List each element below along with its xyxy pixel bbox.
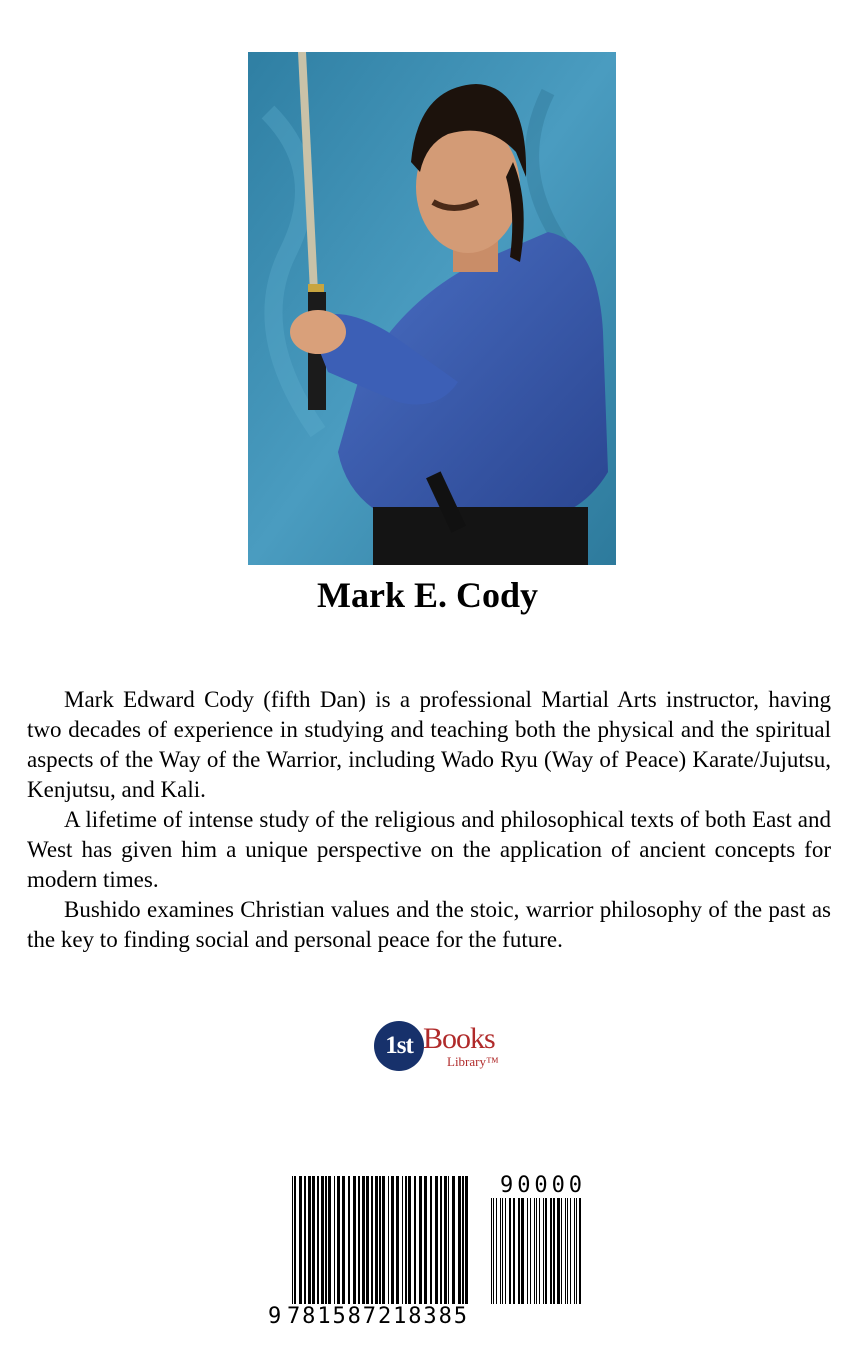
- barcode-bar: [388, 1176, 389, 1304]
- barcode-bar: [521, 1198, 524, 1304]
- bio-paragraph: A lifetime of intense study of the religious and philosophical texts of both East and West has given him a unique perspective on the application of ancient concepts for modern times.: [27, 807, 831, 892]
- barcode-bar: [505, 1198, 506, 1304]
- author-portrait-image: [248, 52, 616, 565]
- barcode-bar: [539, 1198, 540, 1304]
- barcode-bar: [557, 1198, 560, 1304]
- bio-paragraph: Mark Edward Cody (fifth Dan) is a professional Martial Arts instructor, having two decades of experience in studying and teaching both the physical and the spiritual aspects of the Way of the Warrior, including Wado Ryu (Way of Peace) Karate/Jujutsu, Kenjutsu, and Kali.: [27, 687, 831, 802]
- publisher-logo: [374, 1020, 514, 1076]
- barcode-bar: [337, 1176, 340, 1304]
- barcode-bar: [358, 1176, 360, 1304]
- barcode-bar: [396, 1176, 399, 1304]
- barcode-bar: [342, 1176, 345, 1304]
- barcode-bar: [527, 1198, 528, 1304]
- barcode-bar: [382, 1176, 385, 1304]
- barcode-graphic: [266, 1168, 590, 1328]
- barcode-bar: [366, 1176, 369, 1304]
- publisher-sub: Library™: [447, 1054, 499, 1069]
- author-name: Mark E. Cody: [316, 575, 538, 615]
- barcode-bar: [576, 1198, 577, 1304]
- barcode-bar: [371, 1176, 373, 1304]
- barcode-bar: [452, 1176, 455, 1304]
- barcode-bar: [408, 1176, 411, 1304]
- barcode-bar: [530, 1198, 531, 1304]
- barcode-bar: [292, 1176, 293, 1304]
- barcode-bar: [424, 1176, 427, 1304]
- barcode-bar: [574, 1198, 575, 1304]
- publisher-mark: 1st: [385, 1032, 413, 1059]
- barcode-bar: [391, 1176, 394, 1304]
- barcode-bar: [502, 1198, 503, 1304]
- barcode-bar: [500, 1198, 501, 1304]
- barcode-bar: [458, 1176, 461, 1304]
- barcode-bar: [570, 1198, 571, 1304]
- barcode-bar: [509, 1198, 511, 1304]
- barcode-bar: [553, 1198, 555, 1304]
- bio-paragraph: Bushido examines Christian values and the stoic, warrior philosophy of the past as the key to finding social and personal peace for the future.: [27, 897, 831, 952]
- publisher-logo-circle: [374, 1021, 424, 1071]
- barcode-bar: [440, 1176, 442, 1304]
- barcode-bar: [304, 1176, 306, 1304]
- barcode-bar: [312, 1176, 315, 1304]
- barcode-bars-addon: [491, 1198, 581, 1304]
- barcode-bar: [561, 1198, 562, 1304]
- barcode-lead-digit: 9: [268, 1304, 282, 1328]
- barcode-bar: [435, 1176, 438, 1304]
- barcode-bar: [491, 1198, 492, 1304]
- barcode-bar: [444, 1176, 447, 1304]
- barcode-bar: [317, 1176, 319, 1304]
- barcode-bar: [545, 1198, 547, 1304]
- barcode-bar: [579, 1198, 581, 1304]
- barcode-bar: [299, 1176, 302, 1304]
- barcode-bar: [550, 1198, 552, 1304]
- barcode-bar: [294, 1176, 296, 1304]
- barcode-bar: [405, 1176, 407, 1304]
- barcode-bar: [321, 1176, 324, 1304]
- barcode-digits: 781587218385: [287, 1304, 467, 1328]
- barcode-bar: [419, 1176, 422, 1304]
- barcode-bar: [362, 1176, 365, 1304]
- barcode-bar: [448, 1176, 449, 1304]
- barcode-bar: [308, 1176, 311, 1304]
- barcode-bar: [430, 1176, 432, 1304]
- barcode-bar: [334, 1176, 335, 1304]
- barcode-bar: [534, 1198, 535, 1304]
- barcode-bar: [402, 1176, 403, 1304]
- barcode-bar: [543, 1198, 544, 1304]
- barcode-bar: [518, 1198, 520, 1304]
- barcode-bar: [536, 1198, 537, 1304]
- barcode-bar: [513, 1198, 515, 1304]
- barcode-bar: [465, 1176, 468, 1304]
- barcode-bar: [348, 1176, 350, 1304]
- barcode-bars-main: [292, 1176, 468, 1304]
- barcode-bar: [462, 1176, 464, 1304]
- publisher-name: Books: [423, 1022, 495, 1055]
- barcode-bar: [493, 1198, 494, 1304]
- barcode-bar: [567, 1198, 568, 1304]
- barcode-bar: [379, 1176, 381, 1304]
- barcode-addon-digits: 90000: [500, 1173, 582, 1198]
- barcode-bar: [496, 1198, 497, 1304]
- author-bio: [27, 685, 831, 955]
- author-photo: [248, 52, 616, 565]
- barcode-bar: [325, 1176, 327, 1304]
- barcode-bar: [565, 1198, 566, 1304]
- barcode-bar: [375, 1176, 378, 1304]
- isbn-barcode: [266, 1168, 590, 1328]
- barcode-bar: [353, 1176, 356, 1304]
- barcode-bar: [414, 1176, 416, 1304]
- barcode-bar: [328, 1176, 331, 1304]
